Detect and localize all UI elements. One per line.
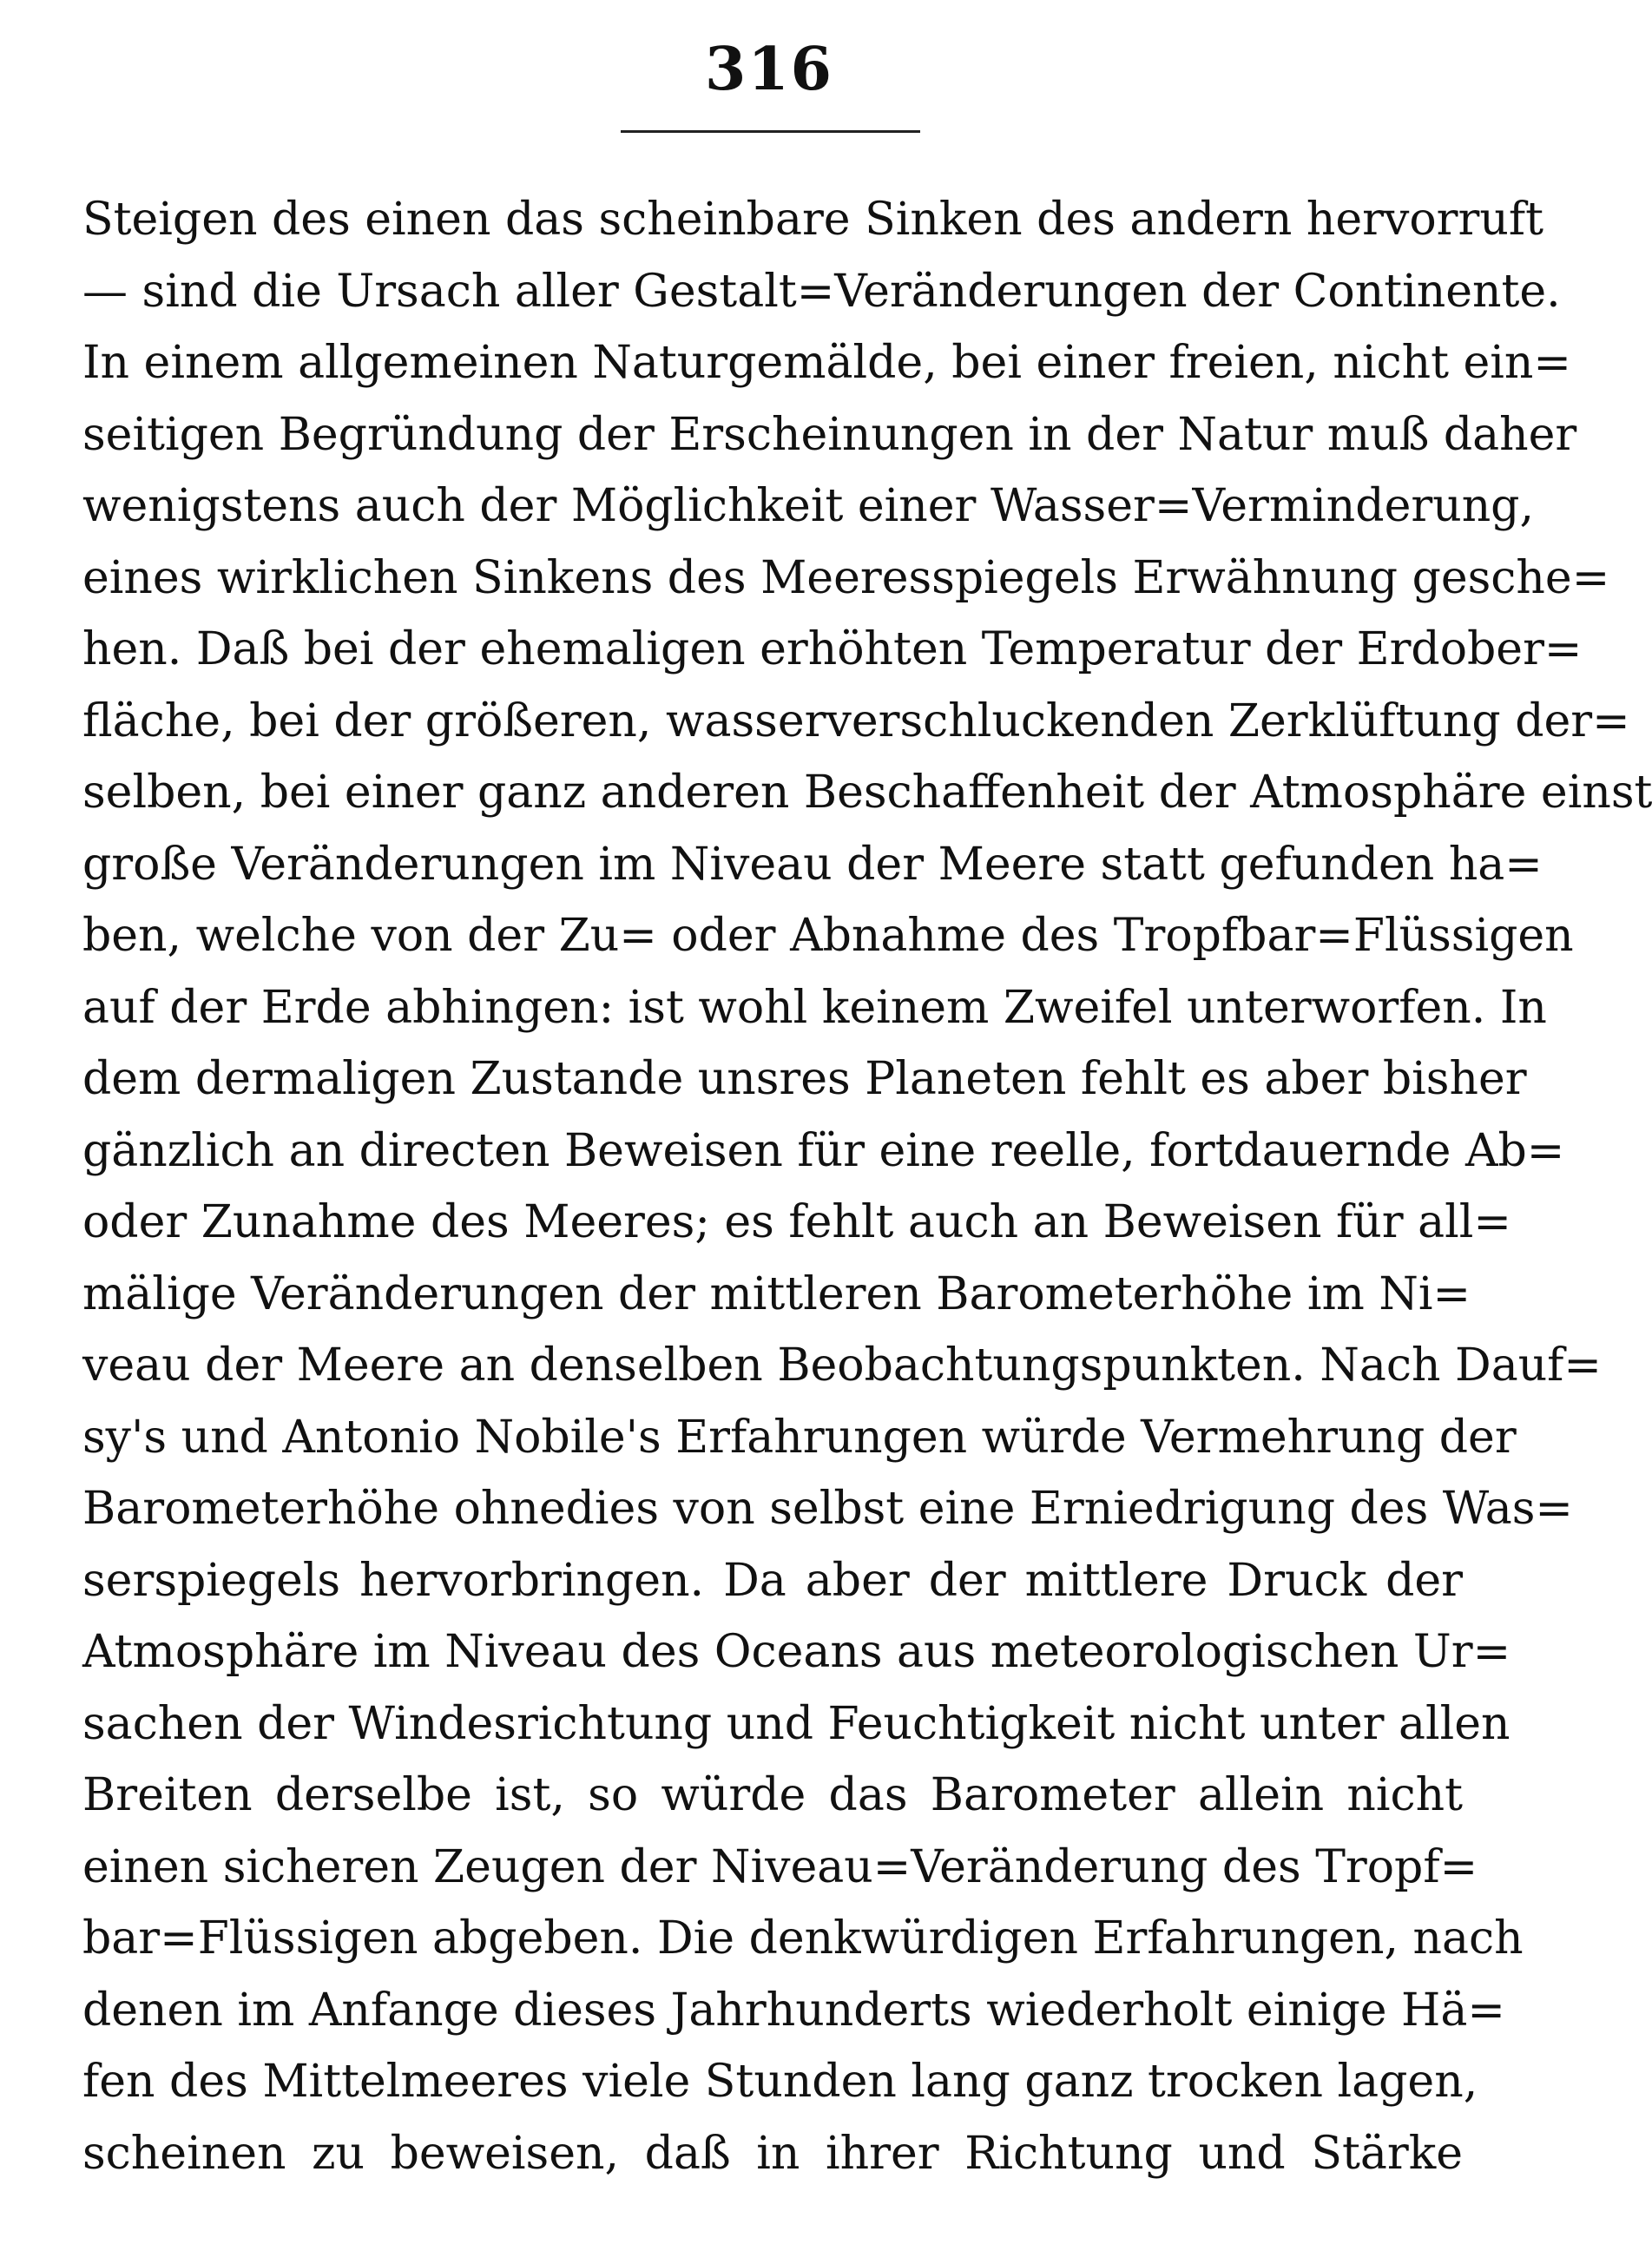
body-text [82, 184, 1652, 2189]
text-line: oder Zunahme des Meeres; es fehlt auch an Beweisen für all= [82, 1196, 1511, 1248]
text-line: hen. Daß bei der ehemaligen erhöhten Temperatur der Erdober= [82, 623, 1583, 675]
text-line: eines wirklichen Sinkens des Meeresspiegels Erwähnung gesche= [82, 551, 1610, 604]
text-line: wenigstens auch der Möglichkeit einer Wasser=Verminderung, [82, 480, 1534, 532]
text-line: seitigen Begründung der Erscheinungen in der Natur muß daher [82, 408, 1577, 461]
text-line: einen sicheren Zeugen der Niveau=Veränderung des Tropf= [82, 1840, 1478, 1893]
text-line: ben, welche von der Zu= oder Abnahme des Tropfbar=Flüssigen [82, 910, 1574, 962]
text-line: fen des Mittelmeeres viele Stunden lang ganz trocken lagen, [82, 2056, 1478, 2108]
text-line: gänzlich an directen Beweisen für eine reelle, fortdauernde Ab= [82, 1124, 1565, 1177]
text-line: In einem allgemeinen Naturgemälde, bei einer freien, nicht ein= [82, 337, 1571, 389]
text-line: Atmosphäre im Niveau des Oceans aus meteorologischen Ur= [82, 1626, 1511, 1678]
text-line: serspiegels hervorbringen. Da aber der mittlere Druck der [82, 1554, 1463, 1607]
text-line: Steigen des einen das scheinbare Sinken des andern hervorruft [82, 194, 1544, 246]
text-line: fläche, bei der größeren, wasserverschluckenden Zerklüftung der= [82, 694, 1630, 747]
text-line: sachen der Windesrichtung und Feuchtigkeit nicht unter allen [82, 1697, 1510, 1750]
text-line: veau der Meere an denselben Beobachtungspunkten. Nach Dauf= [82, 1339, 1602, 1392]
text-line: scheinen zu beweisen, daß in ihrer Richtung und Stärke [82, 2127, 1463, 2180]
text-line: sy's und Antonio Nobile's Erfahrungen würde Vermehrung der [82, 1411, 1517, 1464]
text-line: denen im Anfange dieses Jahrhunderts wiederholt einige Hä= [82, 1984, 1505, 2037]
text-line: große Veränderungen im Niveau der Meere statt gefunden ha= [82, 838, 1543, 891]
text-line: selben, bei einer ganz anderen Beschaffenheit der Atmosphäre einst [82, 767, 1652, 819]
text-line: bar=Flüssigen abgeben. Die denkwürdigen Erfahrungen, nach [82, 1912, 1524, 1965]
header-rule [621, 130, 920, 133]
text-line: auf der Erde abhingen: ist wohl keinem Zweifel unterworfen. In [82, 981, 1547, 1034]
text-line: Breiten derselbe ist, so würde das Barometer allein nicht [82, 1769, 1463, 1821]
text-line: Barometerhöhe ohnedies von selbst eine Erniedrigung des Was= [82, 1483, 1573, 1535]
text-line: dem dermaligen Zustande unsres Planeten fehlt es aber bisher [82, 1053, 1527, 1105]
text-line: mälige Veränderungen der mittleren Barometerhöhe im Ni= [82, 1267, 1471, 1320]
page-number: 316 [705, 35, 833, 104]
text-line: — sind die Ursach aller Gestalt=Veränderungen der Continente. [82, 265, 1561, 318]
